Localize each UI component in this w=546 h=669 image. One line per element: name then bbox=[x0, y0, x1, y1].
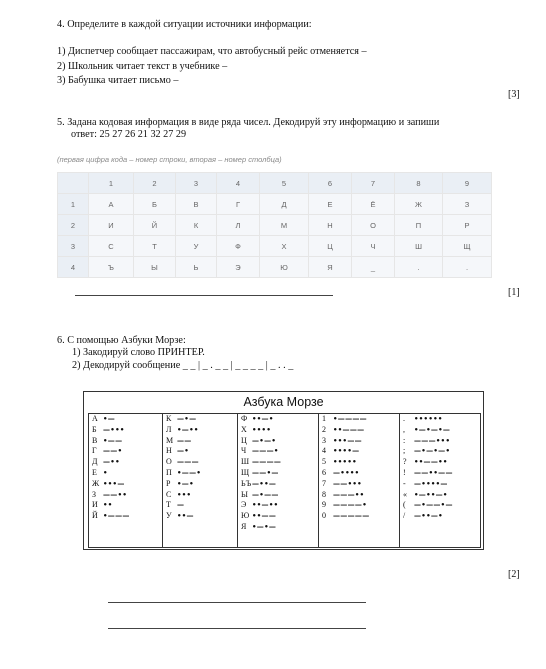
morse-entry bbox=[163, 500, 237, 511]
table-cell: Ю bbox=[260, 257, 309, 278]
morse-entry bbox=[163, 490, 237, 501]
morse-entry bbox=[319, 511, 399, 522]
q4-mark: [3] bbox=[508, 89, 520, 100]
morse-code: ••—— bbox=[252, 512, 277, 521]
morse-entry bbox=[89, 457, 162, 468]
morse-symbol: 3 bbox=[322, 435, 326, 445]
morse-code: ••——— bbox=[333, 425, 365, 434]
morse-entry bbox=[238, 425, 318, 436]
col-header: 8 bbox=[395, 173, 443, 194]
table-cell: . bbox=[443, 257, 492, 278]
morse-symbol: Ц bbox=[241, 435, 247, 445]
morse-code: —•—— bbox=[252, 490, 279, 499]
morse-code: ——• bbox=[103, 447, 123, 456]
morse-entry bbox=[89, 479, 162, 490]
table-row bbox=[58, 194, 492, 215]
morse-symbol: Ы bbox=[241, 489, 248, 499]
q4-item-2: 2) Школьник читает текст в учебнике – bbox=[57, 61, 228, 72]
morse-code: ••••— bbox=[333, 447, 360, 456]
morse-code: —••—• bbox=[414, 512, 443, 521]
table-cell: Ъ bbox=[89, 257, 134, 278]
morse-symbol: Х bbox=[241, 424, 247, 434]
table-row bbox=[58, 236, 492, 257]
q6-item-1: 1) Закодируй слово ПРИНТЕР. bbox=[72, 347, 205, 358]
morse-entry bbox=[163, 425, 237, 436]
morse-entry bbox=[319, 436, 399, 447]
col-header: 1 bbox=[89, 173, 134, 194]
morse-symbol: М bbox=[166, 435, 174, 445]
morse-symbol: Ж bbox=[92, 478, 100, 488]
morse-symbol: Д bbox=[92, 457, 98, 467]
morse-entry bbox=[163, 457, 237, 468]
morse-code: ••— bbox=[177, 512, 194, 521]
morse-code: —— bbox=[177, 436, 192, 445]
morse-symbol: 6 bbox=[322, 467, 326, 477]
morse-entry bbox=[400, 490, 480, 501]
morse-symbol: Э bbox=[241, 500, 247, 510]
morse-symbol: 9 bbox=[322, 500, 326, 510]
morse-entry bbox=[319, 500, 399, 511]
morse-code: ————— bbox=[333, 512, 370, 521]
table-cell: Н bbox=[309, 215, 352, 236]
morse-code: ——•• bbox=[103, 490, 128, 499]
morse-symbol: Щ bbox=[241, 467, 250, 477]
morse-symbol: Р bbox=[166, 478, 171, 488]
morse-entry bbox=[163, 414, 237, 425]
morse-symbol: ! bbox=[403, 467, 406, 477]
morse-entry bbox=[400, 511, 480, 522]
table-cell: Ь bbox=[176, 257, 217, 278]
morse-code: —••— bbox=[252, 479, 277, 488]
q6-answer-line-2[interactable] bbox=[108, 628, 366, 629]
morse-entry bbox=[163, 468, 237, 479]
morse-entry bbox=[163, 511, 237, 522]
morse-code: ———— bbox=[252, 458, 282, 467]
morse-symbol: Г bbox=[92, 446, 97, 456]
morse-symbol: Ф bbox=[241, 414, 248, 423]
morse-code: •—•— bbox=[252, 522, 277, 531]
morse-code: ••——•• bbox=[414, 458, 448, 467]
morse-entry bbox=[238, 511, 318, 522]
q4-heading: 4. Определите в каждой ситуации источники информации: bbox=[57, 19, 312, 30]
table-cell: Д bbox=[260, 194, 309, 215]
morse-symbol: И bbox=[92, 500, 98, 510]
table-cell: О bbox=[352, 215, 395, 236]
morse-entry bbox=[400, 446, 480, 457]
col-header: 9 bbox=[443, 173, 492, 194]
table-cell: Е bbox=[309, 194, 352, 215]
morse-entry bbox=[400, 468, 480, 479]
morse-code: —•—•—• bbox=[414, 447, 451, 456]
table-cell: Ш bbox=[395, 236, 443, 257]
morse-code: ———••• bbox=[414, 436, 451, 445]
col-header: 2 bbox=[134, 173, 176, 194]
morse-symbol: Л bbox=[166, 424, 172, 434]
morse-code: ••—•• bbox=[252, 501, 279, 510]
table-cell: Р bbox=[443, 215, 492, 236]
morse-symbol: 2 bbox=[322, 424, 326, 434]
morse-entry bbox=[400, 479, 480, 490]
morse-code: — bbox=[177, 501, 185, 510]
morse-code: ——•— bbox=[252, 468, 279, 477]
morse-symbol: 0 bbox=[322, 511, 326, 521]
morse-column bbox=[238, 414, 319, 547]
row-header: 1 bbox=[58, 194, 89, 215]
morse-code: —•—• bbox=[252, 436, 277, 445]
morse-entry bbox=[319, 479, 399, 490]
table-cell: Ф bbox=[217, 236, 260, 257]
morse-column bbox=[89, 414, 163, 547]
morse-symbol: Й bbox=[92, 511, 98, 521]
morse-code: —•••• bbox=[333, 468, 360, 477]
table-row bbox=[58, 215, 492, 236]
morse-code: •———— bbox=[333, 415, 367, 423]
table-cell: Ё bbox=[352, 194, 395, 215]
morse-column bbox=[400, 414, 480, 547]
table-cell: . bbox=[395, 257, 443, 278]
col-header: 5 bbox=[260, 173, 309, 194]
morse-code: ———• bbox=[252, 447, 279, 456]
morse-symbol: В bbox=[92, 435, 98, 445]
table-cell: П bbox=[395, 215, 443, 236]
row-header: 2 bbox=[58, 215, 89, 236]
morse-symbol: Ш bbox=[241, 457, 250, 467]
morse-code: •—• bbox=[177, 479, 194, 488]
table-cell: А bbox=[89, 194, 134, 215]
morse-symbol: С bbox=[166, 489, 172, 499]
morse-title: Азбука Морзе bbox=[243, 395, 324, 409]
morse-symbol: 1 bbox=[322, 414, 326, 423]
morse-symbol: З bbox=[92, 489, 97, 499]
q5-caption: (первая цифра кода – номер строки, вторая – номер столбца) bbox=[57, 155, 282, 164]
morse-code: •••—— bbox=[333, 436, 362, 445]
morse-symbol: Я bbox=[241, 521, 247, 531]
morse-entry bbox=[319, 468, 399, 479]
morse-symbol: О bbox=[166, 457, 172, 467]
q6-item-2: 2) Декодируй сообщение _ _ | _ . _ _ | _ _ _ _ | _ . . _ bbox=[72, 360, 294, 371]
morse-entry bbox=[238, 522, 318, 533]
morse-code: ——••• bbox=[333, 479, 362, 488]
morse-entry bbox=[163, 479, 237, 490]
morse-code: •••— bbox=[103, 479, 125, 488]
morse-code: •—•—•— bbox=[414, 425, 451, 434]
morse-code: •—••—• bbox=[414, 490, 448, 499]
morse-code: ••—• bbox=[252, 415, 274, 423]
morse-symbol: П bbox=[166, 467, 172, 477]
table-cell: В bbox=[176, 194, 217, 215]
table-cell: С bbox=[89, 236, 134, 257]
morse-entry bbox=[400, 436, 480, 447]
morse-code: •— bbox=[103, 415, 116, 423]
q5-text-line1: 5. Задана кодовая информация в виде ряда чисел. Декодируй эту информацию и запиши bbox=[57, 117, 440, 128]
table-cell: Я bbox=[309, 257, 352, 278]
table-cell: Ж bbox=[395, 194, 443, 215]
table-cell: Ы bbox=[134, 257, 176, 278]
morse-symbol: Е bbox=[92, 467, 97, 477]
morse-code: —• bbox=[177, 447, 190, 456]
morse-code: —•• bbox=[103, 458, 120, 467]
morse-entry bbox=[400, 457, 480, 468]
morse-entry bbox=[163, 436, 237, 447]
morse-symbol: Н bbox=[166, 446, 172, 456]
morse-entry bbox=[400, 414, 480, 425]
morse-symbol: Ю bbox=[241, 511, 250, 521]
morse-entry bbox=[319, 414, 399, 425]
morse-symbol: ? bbox=[403, 457, 407, 467]
morse-entry bbox=[319, 457, 399, 468]
morse-entry bbox=[238, 500, 318, 511]
morse-code: ———•• bbox=[333, 490, 365, 499]
morse-entry bbox=[89, 468, 162, 479]
table-cell: Т bbox=[134, 236, 176, 257]
q5-text-line2: ответ: 25 27 26 21 32 27 29 bbox=[71, 129, 187, 140]
q6-mark: [2] bbox=[508, 569, 520, 580]
table-cell: Г bbox=[217, 194, 260, 215]
table-cell: Э bbox=[217, 257, 260, 278]
morse-entry bbox=[238, 446, 318, 457]
col-header: 7 bbox=[352, 173, 395, 194]
morse-symbol: У bbox=[166, 511, 172, 521]
morse-entry bbox=[319, 425, 399, 436]
table-cell: Х bbox=[260, 236, 309, 257]
morse-entry bbox=[89, 490, 162, 501]
morse-body bbox=[88, 413, 481, 548]
morse-entry bbox=[400, 425, 480, 436]
table-cell: Ц bbox=[309, 236, 352, 257]
morse-entry bbox=[89, 414, 162, 425]
table-cell: М bbox=[260, 215, 309, 236]
morse-entry bbox=[400, 500, 480, 511]
morse-code: •••• bbox=[252, 425, 272, 434]
q5-answer-line[interactable] bbox=[75, 295, 333, 296]
code-table-header-row bbox=[58, 173, 492, 194]
q4-item-1: 1) Диспетчер сообщает пассажирам, что автобусный рейс отменяется – bbox=[57, 46, 367, 57]
morse-entry bbox=[238, 468, 318, 479]
morse-symbol: 8 bbox=[322, 489, 326, 499]
table-cell: К bbox=[176, 215, 217, 236]
q6-heading: 6. С помощью Азбуки Морзе: bbox=[57, 335, 186, 346]
morse-symbol: , bbox=[403, 424, 405, 434]
morse-entry bbox=[89, 511, 162, 522]
morse-code: ••••• bbox=[333, 458, 357, 467]
morse-entry bbox=[319, 490, 399, 501]
table-cell: У bbox=[176, 236, 217, 257]
morse-entry bbox=[163, 446, 237, 457]
morse-entry bbox=[238, 414, 318, 425]
table-cell: Б bbox=[134, 194, 176, 215]
table-cell: Л bbox=[217, 215, 260, 236]
table-cell: Й bbox=[134, 215, 176, 236]
morse-code: —•— bbox=[177, 415, 197, 423]
morse-code: ——— bbox=[177, 458, 199, 467]
morse-symbol: 4 bbox=[322, 446, 326, 456]
morse-symbol: / bbox=[403, 511, 406, 521]
morse-symbol: Ч bbox=[241, 446, 247, 456]
morse-symbol: ; bbox=[403, 446, 406, 456]
col-header: 4 bbox=[217, 173, 260, 194]
morse-symbol: « bbox=[403, 489, 407, 499]
morse-entry bbox=[89, 425, 162, 436]
morse-code: •• bbox=[103, 501, 113, 510]
morse-symbol: . bbox=[403, 414, 405, 423]
morse-symbol: ( bbox=[403, 500, 406, 510]
morse-symbol: ЬЪ bbox=[241, 478, 252, 488]
table-cell: И bbox=[89, 215, 134, 236]
morse-symbol: 7 bbox=[322, 478, 326, 488]
table-cell: З bbox=[443, 194, 492, 215]
morse-code: —••• bbox=[103, 425, 125, 434]
morse-column bbox=[319, 414, 400, 547]
morse-entry bbox=[89, 500, 162, 511]
morse-code: •—— bbox=[103, 436, 123, 445]
morse-symbol: 5 bbox=[322, 457, 326, 467]
q4-item-3: 3) Бабушка читает письмо – bbox=[57, 75, 179, 86]
morse-code: •——• bbox=[177, 468, 202, 477]
morse-entry bbox=[238, 479, 318, 490]
morse-code: •••••• bbox=[414, 415, 443, 423]
morse-code: ————• bbox=[333, 501, 367, 510]
col-header: 6 bbox=[309, 173, 352, 194]
q5-mark: [1] bbox=[508, 287, 520, 298]
table-cell: _ bbox=[352, 257, 395, 278]
morse-symbol: Б bbox=[92, 424, 97, 434]
morse-symbol: : bbox=[403, 435, 406, 445]
morse-code: •——— bbox=[103, 512, 130, 521]
row-header: 3 bbox=[58, 236, 89, 257]
table-cell: Ч bbox=[352, 236, 395, 257]
row-header: 4 bbox=[58, 257, 89, 278]
morse-code: —••••— bbox=[414, 479, 448, 488]
morse-code: ——••—— bbox=[414, 468, 453, 477]
morse-symbol: А bbox=[92, 414, 98, 423]
morse-symbol: Т bbox=[166, 500, 171, 510]
morse-entry bbox=[238, 436, 318, 447]
table-row bbox=[58, 257, 492, 278]
morse-code: •—•• bbox=[177, 425, 199, 434]
morse-symbol: - bbox=[403, 478, 406, 488]
table-cell: Щ bbox=[443, 236, 492, 257]
morse-entry bbox=[238, 457, 318, 468]
morse-entry bbox=[89, 446, 162, 457]
morse-code: —•——•— bbox=[414, 501, 453, 510]
morse-code: • bbox=[103, 468, 108, 477]
morse-table bbox=[83, 391, 484, 550]
morse-column bbox=[163, 414, 238, 547]
code-table bbox=[57, 172, 492, 278]
morse-entry bbox=[319, 446, 399, 457]
col-header: 3 bbox=[176, 173, 217, 194]
q6-answer-line-1[interactable] bbox=[108, 602, 366, 603]
morse-code: ••• bbox=[177, 490, 192, 499]
morse-entry bbox=[89, 436, 162, 447]
morse-entry bbox=[238, 490, 318, 501]
morse-symbol: К bbox=[166, 414, 172, 423]
